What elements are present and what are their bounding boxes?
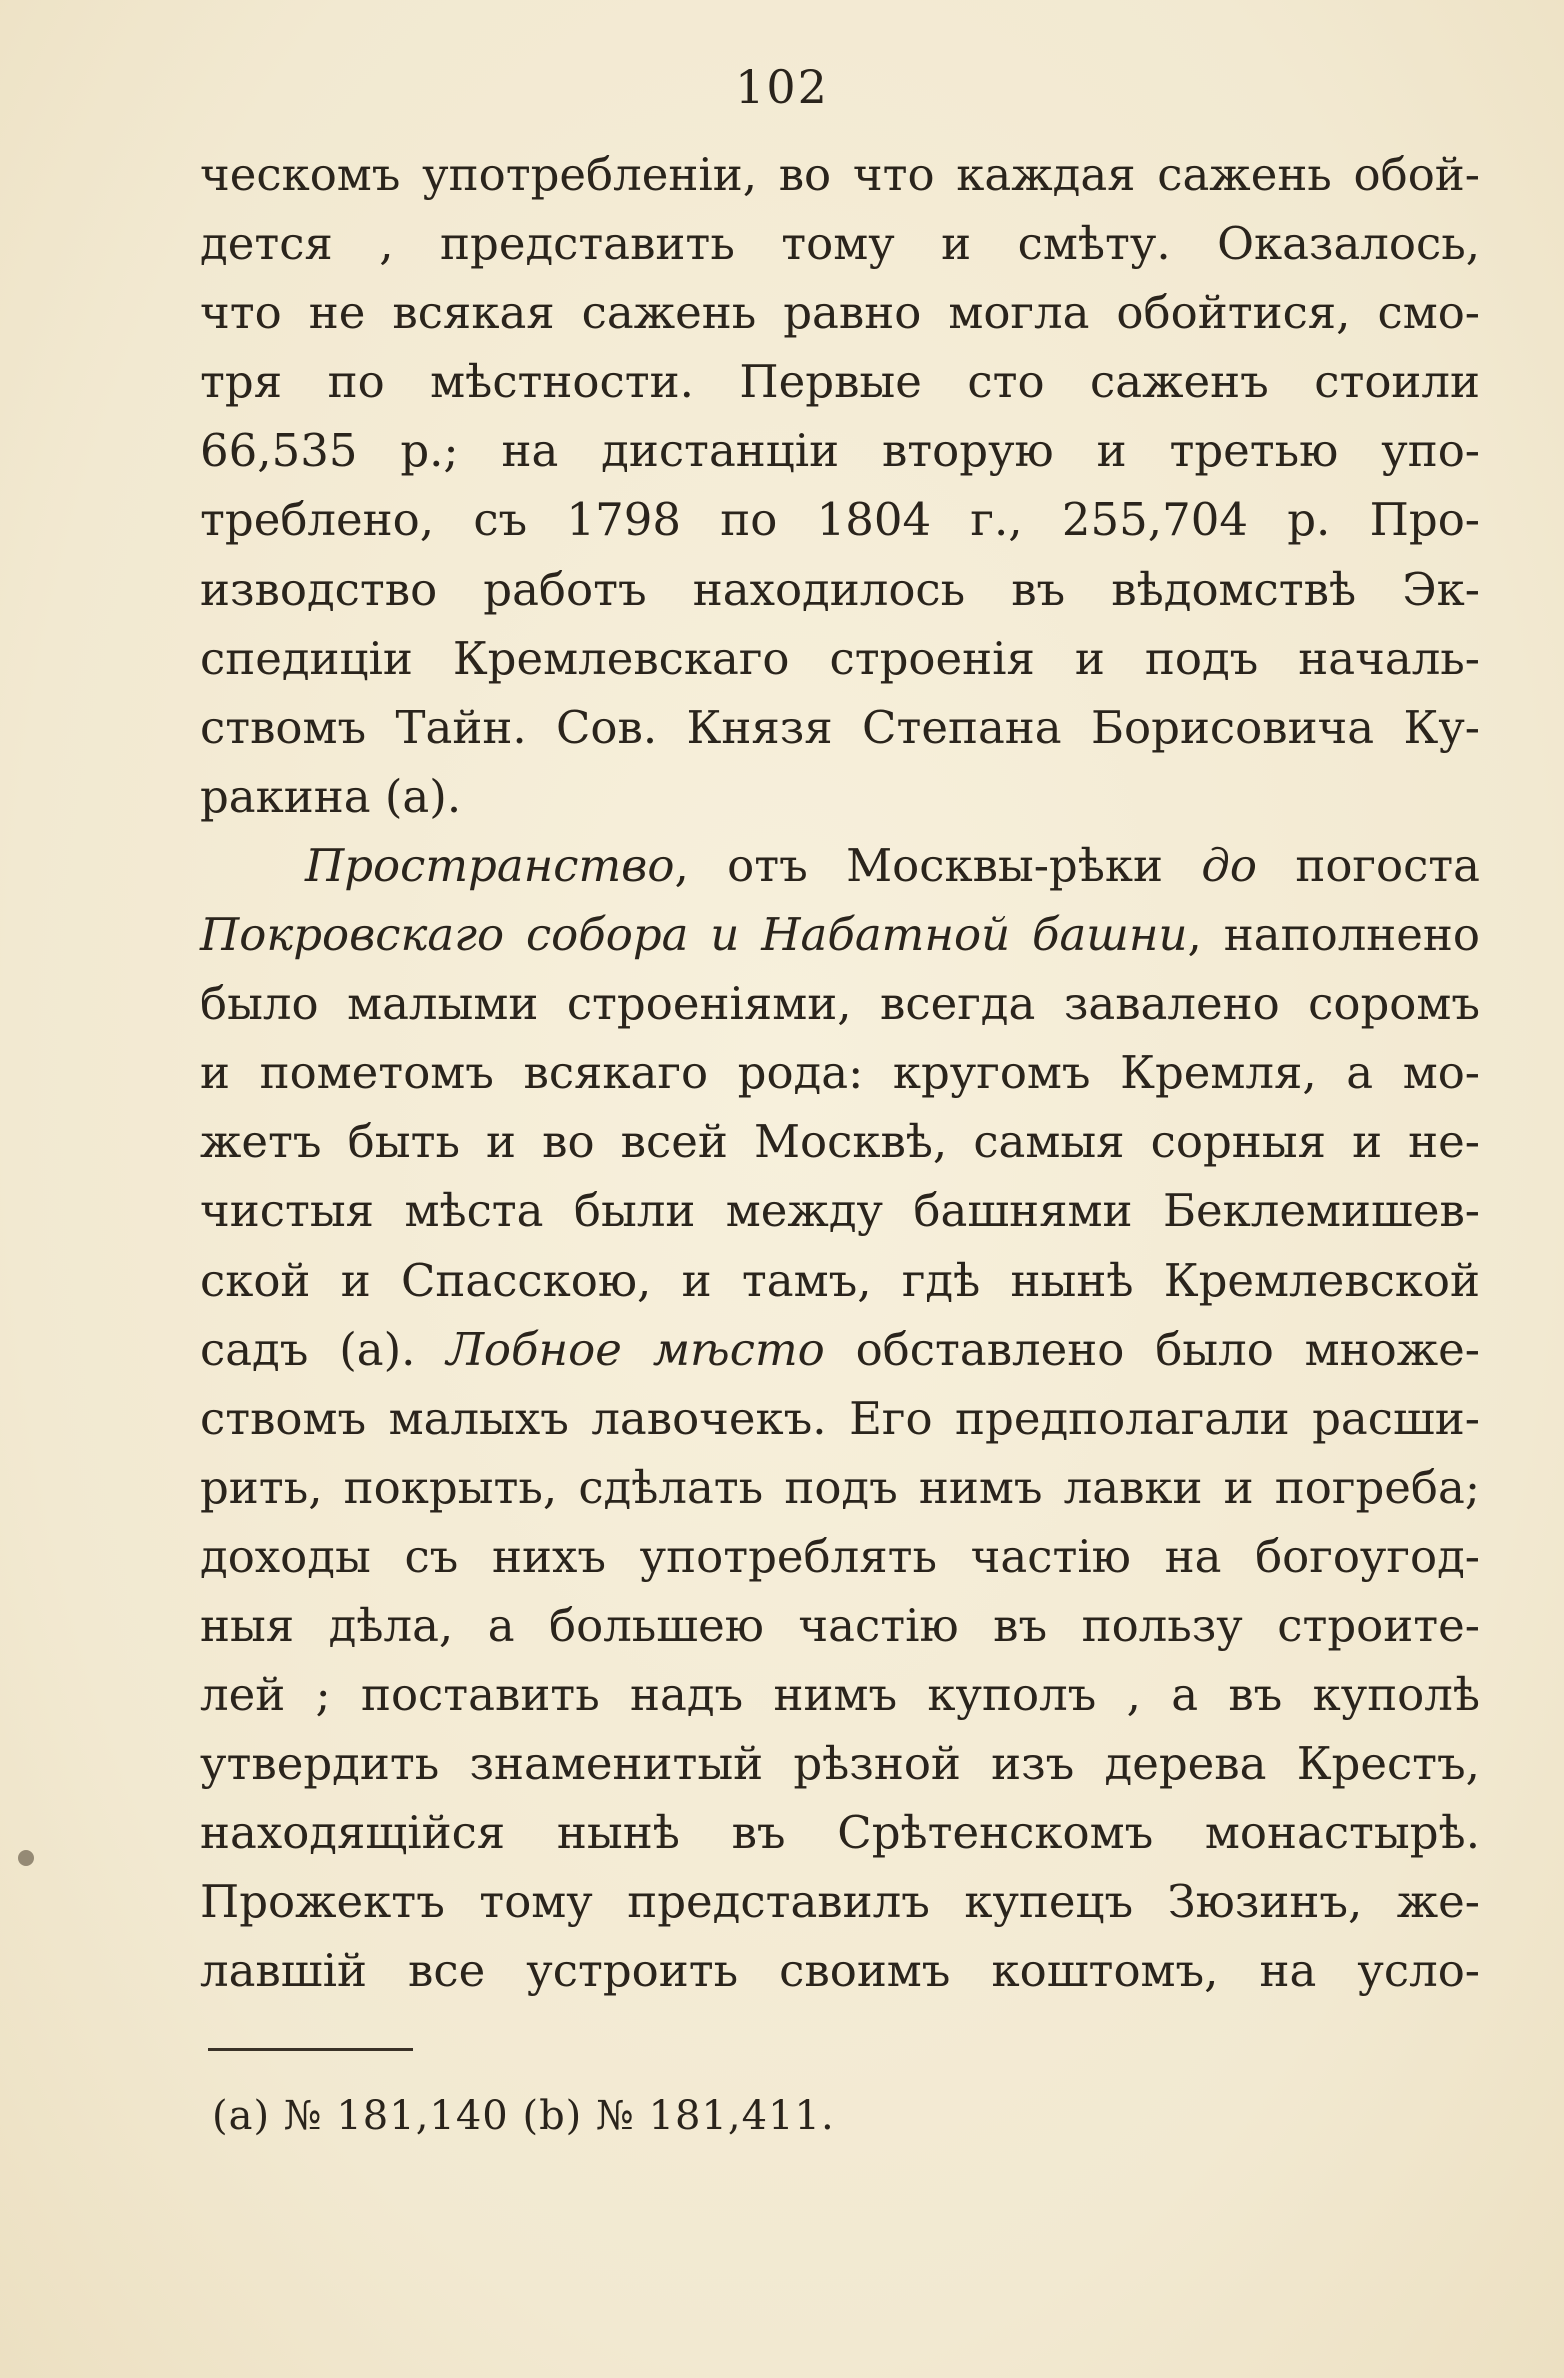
text-line: чистыя мѣста были между башнями Беклемишев- [200, 1184, 1480, 1238]
italic-phrase: Лобное мѣсто [446, 1322, 825, 1376]
text-line: рить, покрыть, сдѣлать подъ нимъ лавки и погреба; [200, 1460, 1480, 1514]
text-line: ствомъ малыхъ лавочекъ. Его предполагали расши- [200, 1391, 1480, 1445]
body-text [200, 140, 1480, 2006]
text-line: Покровскаго собора и Набатной башни, наполнено [200, 908, 1480, 962]
text-line: спедиціи Кремлевскаго строенія и подъ началь- [200, 631, 1480, 685]
text-line: лей ; поставить надъ нимъ куполъ , а въ куполѣ [200, 1668, 1480, 1722]
text-line: дется , представить тому и смѣту. Оказалось, [200, 217, 1480, 271]
text-line: лавшій все устроить своимъ коштомъ, на усло- [200, 1944, 1480, 1998]
text-line: ракина (а). [200, 769, 462, 823]
text-line: доходы съ нихъ употреблять частію на богоугод- [200, 1529, 1480, 1583]
text-line: и пометомъ всякаго рода: кругомъ Кремля, а мо- [200, 1046, 1480, 1100]
text-line: ныя дѣла, а большею частію въ пользу строите- [200, 1598, 1480, 1652]
footnote-divider [208, 2048, 413, 2051]
text-line: что не всякая сажень равно могла обойтися, смо- [200, 286, 1480, 340]
text-line: находящійся нынѣ въ Срѣтенскомъ монастырѣ. [200, 1806, 1480, 1860]
italic-phrase: до [1201, 838, 1257, 892]
ink-speck [18, 1850, 34, 1866]
italic-phrase: Покровскаго собора и Набатной башни [200, 908, 1188, 962]
footnote: (а) № 181,140 (b) № 181,411. [212, 2093, 835, 2139]
text-line: было малыми строеніями, всегда завалено соромъ [200, 977, 1480, 1031]
text-line: Прожектъ тому представилъ купецъ Зюзинъ, же- [200, 1875, 1480, 1929]
text-line: утвердить знаменитый рѣзной изъ дерева Крестъ, [200, 1737, 1480, 1791]
text-line: ской и Спасскою, и тамъ, гдѣ нынѣ Кремлевской [200, 1253, 1480, 1307]
text-line: треблено, съ 1798 по 1804 г., 255,704 р. Про- [200, 493, 1480, 547]
text-line: тря по мѣстности. Первые сто саженъ стоили [200, 355, 1480, 409]
text-line: садъ (а). Лобное мѣсто обставлено было множе- [200, 1322, 1480, 1376]
text-line: изводство работъ находилось въ вѣдомствѣ Эк- [200, 562, 1480, 616]
text-line: ческомъ употребленіи, во что каждая сажень обой- [200, 148, 1480, 201]
text-line: ствомъ Тайн. Сов. Князя Степана Борисовича Ку- [200, 700, 1480, 754]
text-line: жетъ быть и во всей Москвѣ, самыя сорныя и не- [200, 1115, 1480, 1169]
page-number: 102 [735, 60, 829, 114]
text-line: 66,535 р.; на дистанціи вторую и третью упо- [200, 424, 1480, 478]
text-line-paragraph-start: Пространство, отъ Москвы-рѣки до погоста [305, 838, 1480, 892]
italic-phrase: Пространство [305, 838, 675, 892]
